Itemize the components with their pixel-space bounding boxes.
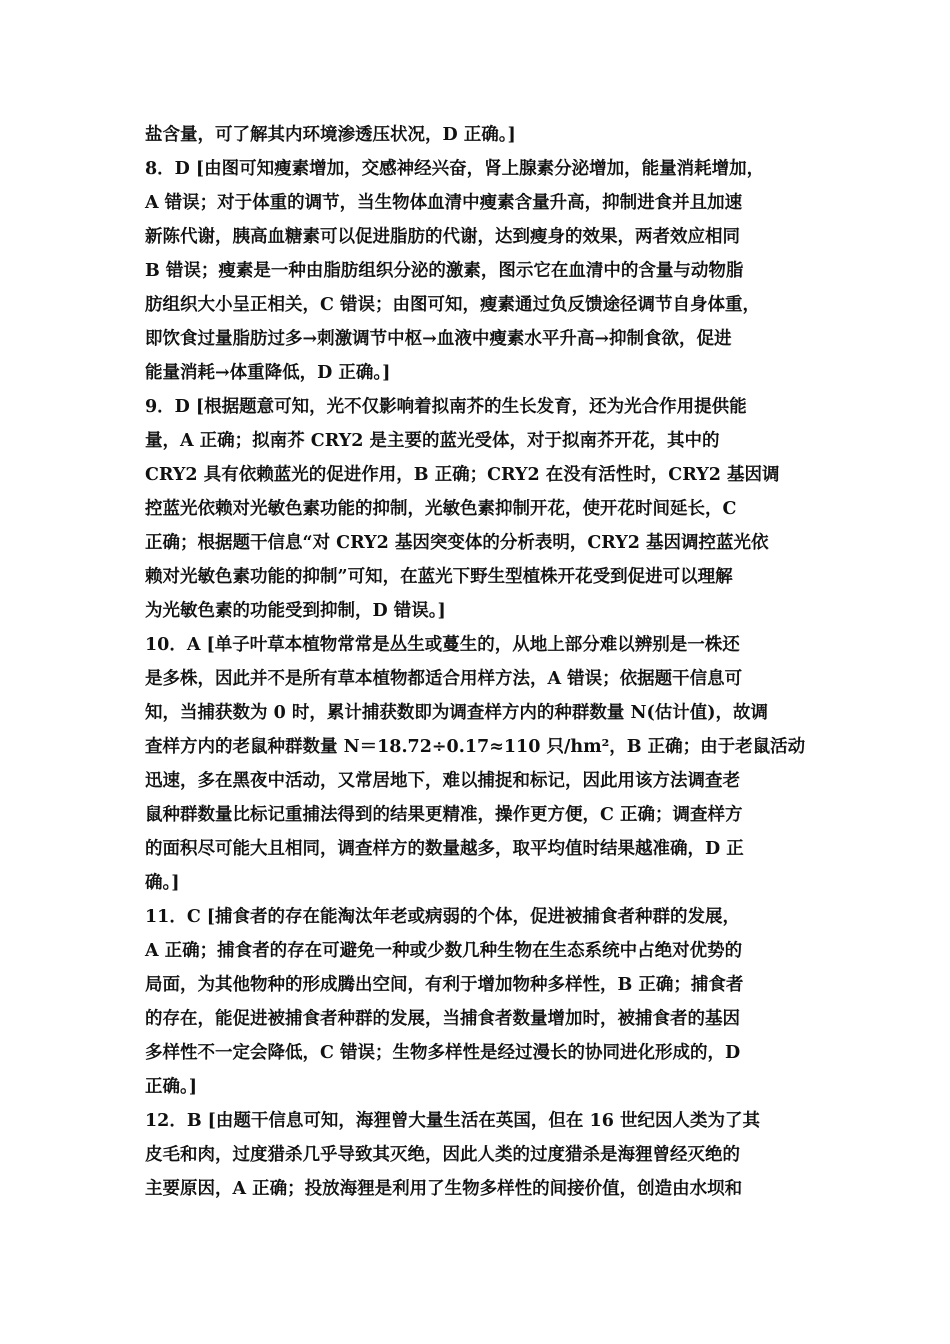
text-line: B 错误；瘦素是一种由脂肪组织分泌的激素，图示它在血清中的含量与动物脂 [145,261,744,281]
text-line: 即饮食过量脂肪过多→刺激调节中枢→血液中瘦素水平升高→抑制食欲，促进 [145,329,732,349]
text-line: 赖对光敏色素功能的抑制”可知，在蓝光下野生型植株开花受到促进可以理解 [145,567,733,587]
text-line: 主要原因，A 正确；投放海狸是利用了生物多样性的间接价值，创造由水坝和 [145,1179,743,1199]
text-line: 确。] [145,873,180,893]
text-line: 迅速，多在黑夜中活动，又常居地下，难以捕捉和标记，因此用该方法调查老 [145,771,740,791]
text-line [145,390,810,424]
answer-item-12 [145,1104,810,1206]
text-line [145,900,810,934]
text-line: 正确；根据题干信息“对 CRY2 基因突变体的分析表明，CRY2 基因调控蓝光依 [145,533,769,553]
text-line [145,1104,810,1138]
answer-item-9 [145,390,810,628]
text-line: 控蓝光依赖对光敏色素功能的抑制，光敏色素抑制开花，使开花时间延长，C [145,499,737,519]
text-line: 的面积尽可能大且相同，调查样方的数量越多，取平均值时结果越准确，D 正 [145,839,744,859]
answer-text: [根据题意可知，光不仅影响着拟南芥的生长发育，还为光合作用提供能 [195,397,747,417]
question-number: 10．A [145,635,201,655]
answer-document [145,118,810,1206]
text-line [145,628,810,662]
answer-text: [捕食者的存在能淘汰年老或病弱的个体，促进被捕食者种群的发展， [206,907,741,927]
answer-item-11 [145,900,810,1104]
answer-text: [由题干信息可知，海狸曾大量生活在英国，但在 16 世纪因人类为了其 [207,1111,760,1131]
answer-text: [由图可知瘦素增加，交感神经兴奋，肾上腺素分泌增加，能量消耗增加， [195,159,765,179]
text-line: 局面，为其他物种的形成腾出空间，有利于增加物种多样性，B 正确；捕食者 [145,975,744,995]
answer-item-8 [145,152,810,390]
text-line: A 错误；对于体重的调节，当生物体血清中瘦素含量升高，抑制进食并且加速 [145,193,743,213]
text-line: CRY2 具有依赖蓝光的促进作用，B 正确；CRY2 在没有活性时，CRY2 基因调 [145,465,780,485]
text-line: 多样性不一定会降低，C 错误；生物多样性是经过漫长的协同进化形成的，D [145,1043,741,1063]
answer-text: [单子叶草本植物常常是丛生或蔓生的，从地上部分难以辨别是一株还 [206,635,740,655]
text-line: 鼠种群数量比标记重捕法得到的结果更精准，操作更方便，C 正确；调查样方 [145,805,743,825]
text-line: 为光敏色素的功能受到抑制，D 错误。] [145,601,446,621]
text-line: 知，当捕获数为 0 时，累计捕获数即为调查样方内的种群数量 N(估计值)，故调 [145,703,769,723]
text-line: 盐含量，可了解其内环境渗透压状况，D 正确。] [145,125,516,145]
text-line: 量，A 正确；拟南芥 CRY2 是主要的蓝光受体，对于拟南芥开花，其中的 [145,431,720,451]
text-line: 是多株，因此并不是所有草本植物都适合用样方法，A 错误；依据题干信息可 [145,669,743,689]
question-number: 8．D [145,159,190,179]
text-line: A 正确；捕食者的存在可避免一种或少数几种生物在生态系统中占绝对优势的 [145,941,743,961]
question-number: 11．C [145,907,201,927]
text-line: 新陈代谢，胰高血糖素可以促进脂肪的代谢，达到瘦身的效果，两者效应相同 [145,227,740,247]
answer-item-10 [145,628,810,900]
question-number: 12．B [145,1111,202,1131]
text-line: 的存在，能促进被捕食者种群的发展，当捕食者数量增加时，被捕食者的基因 [145,1009,740,1029]
answer-item-7-tail [145,118,810,152]
text-line [145,152,810,186]
text-line: 正确。] [145,1077,198,1097]
text-line: 查样方内的老鼠种群数量 N＝18.72÷0.17≈110 只/hm²，B 正确；由于老鼠活动 [145,737,806,757]
text-line: 肪组织大小呈正相关，C 错误；由图可知，瘦素通过负反馈途径调节自身体重， [145,295,761,315]
text-line: 能量消耗→体重降低，D 正确。] [145,363,391,383]
text-line: 皮毛和肉，过度猎杀几乎导致其灭绝，因此人类的过度猎杀是海狸曾经灭绝的 [145,1145,740,1165]
question-number: 9．D [145,397,190,417]
